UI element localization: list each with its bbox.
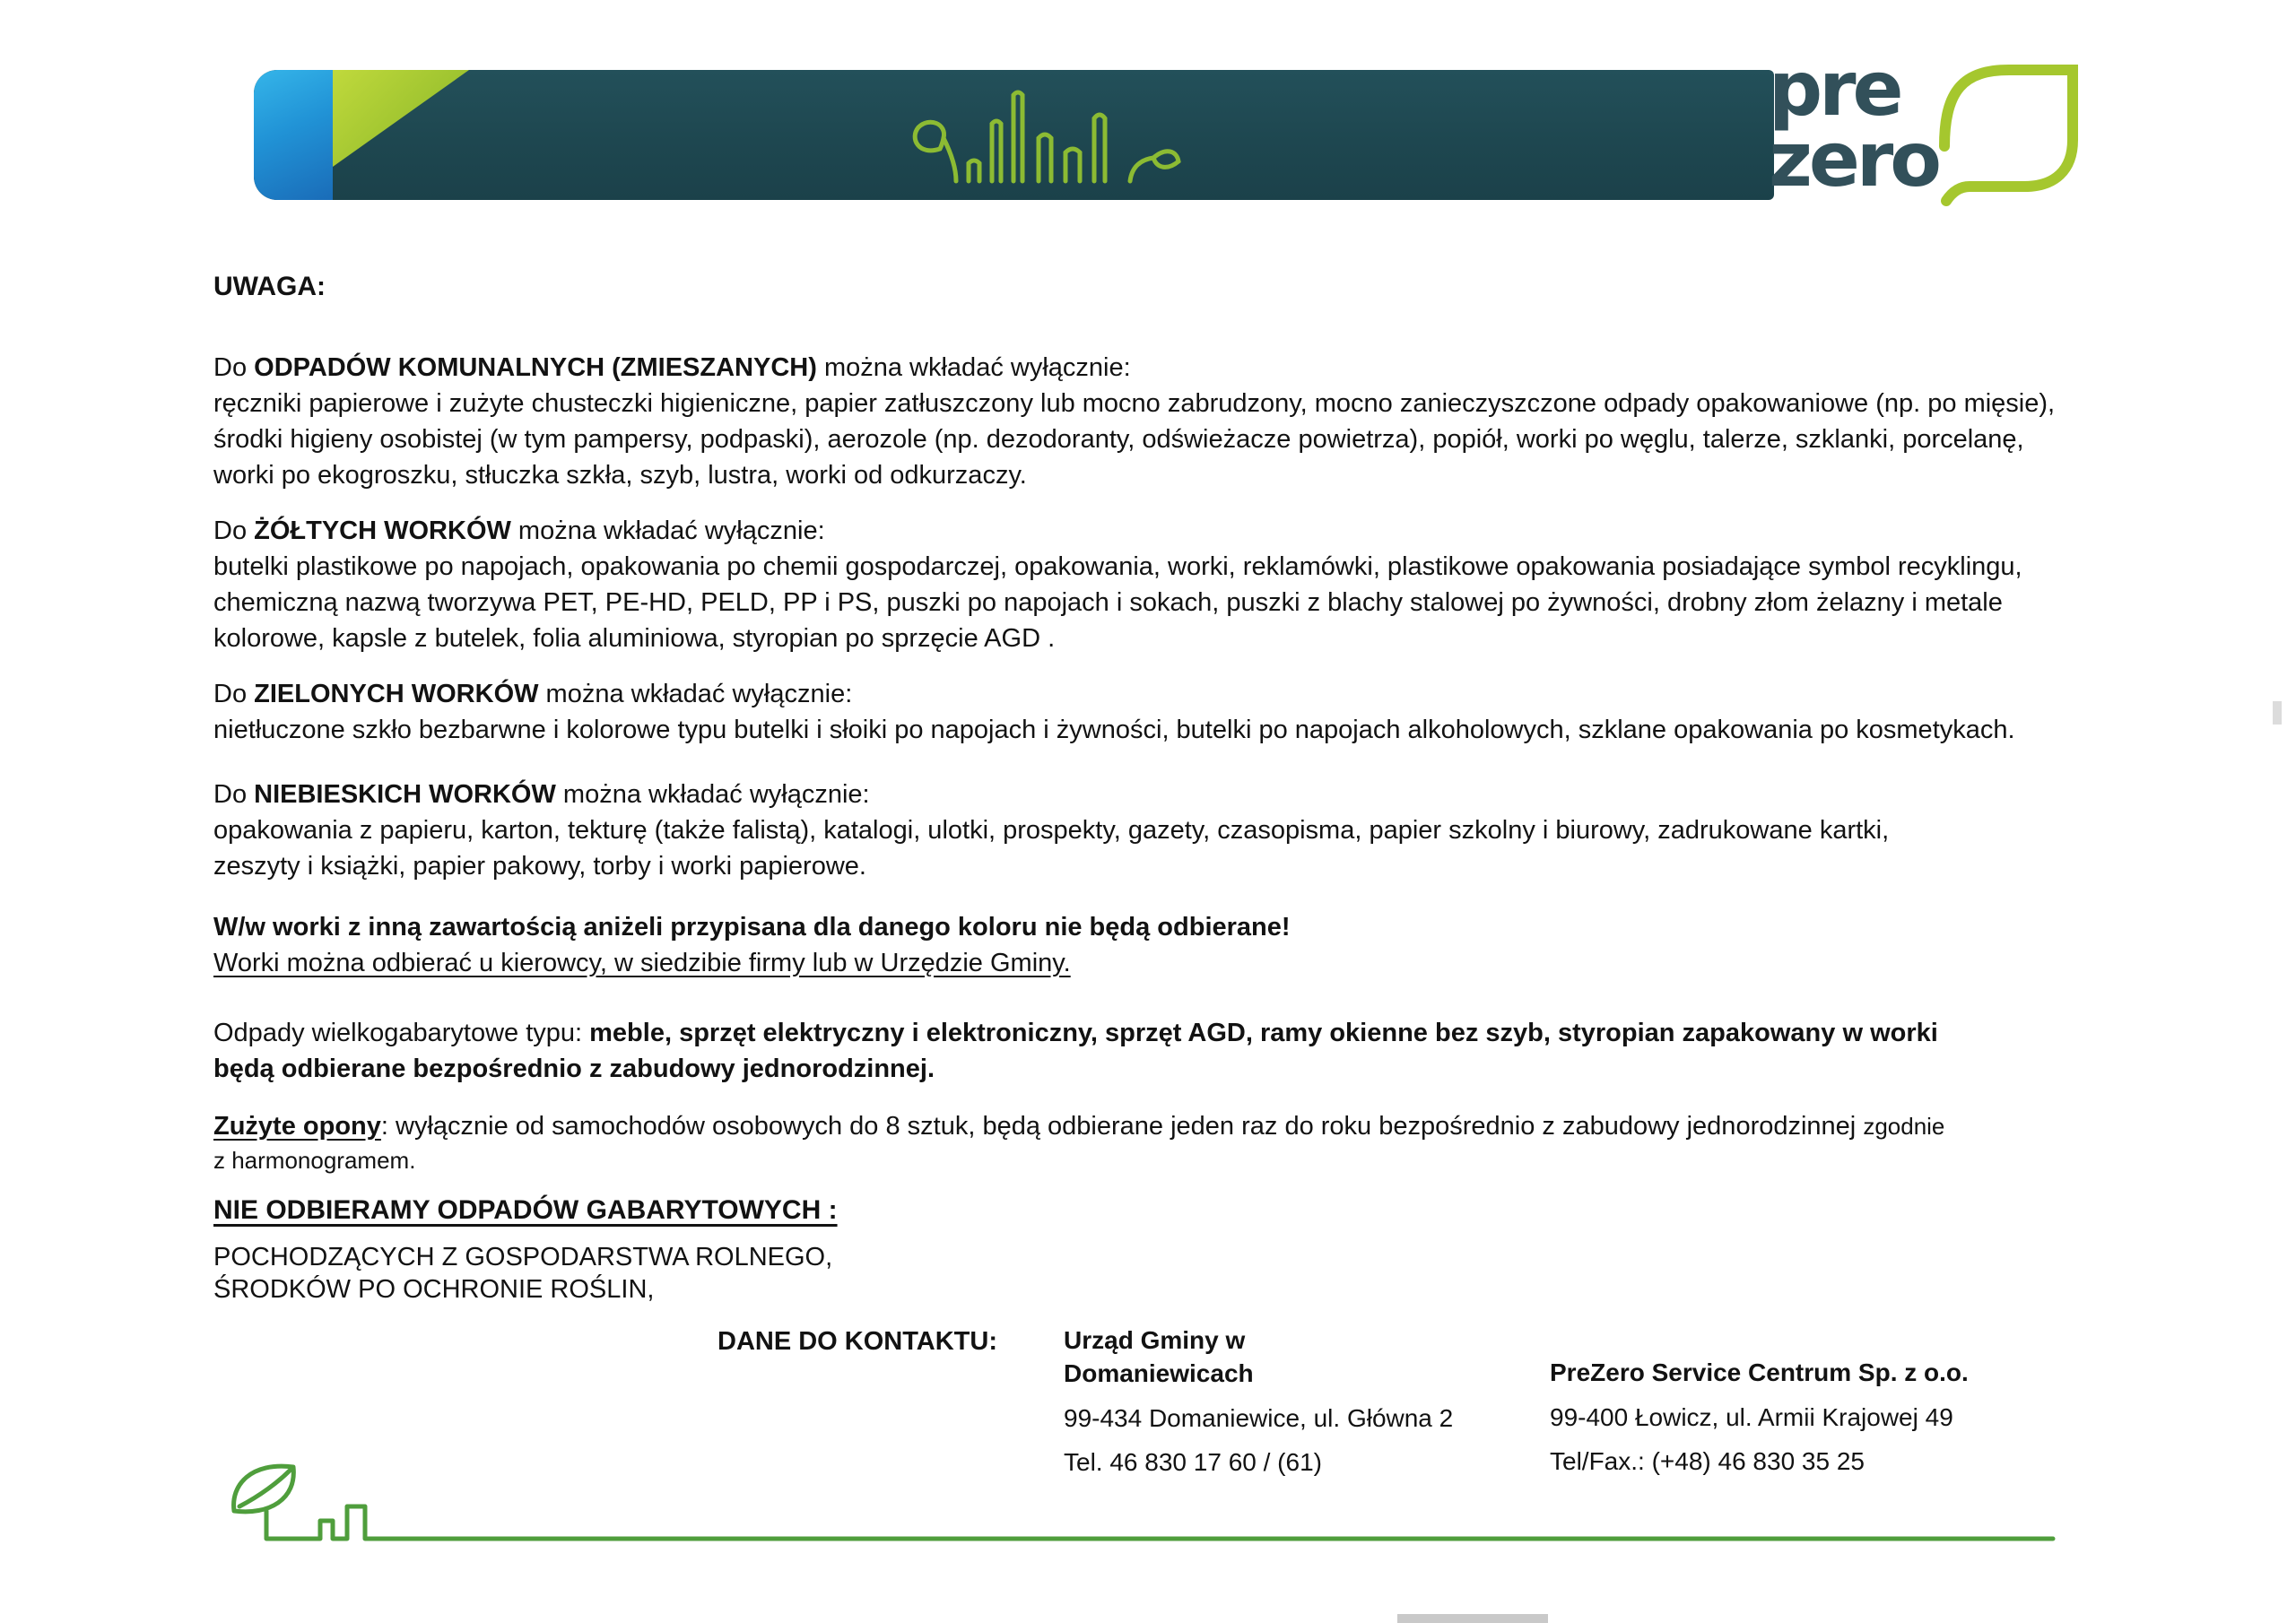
heading-prefix: Do (213, 680, 255, 708)
banner-lime-triangle (333, 70, 469, 167)
section-zolte-worki (213, 513, 2151, 656)
heading-suffix: można wkładać wyłącznie: (538, 680, 853, 708)
heading-suffix: można wkładać wyłącznie: (555, 780, 870, 809)
heading-bold: ŻÓŁTYCH WORKÓW (254, 516, 511, 545)
bulky-prefix: Odpady wielkogabarytowe typu: (213, 1019, 590, 1047)
document-body (213, 269, 2151, 1306)
heading-prefix: Do (213, 780, 255, 809)
heading-bold: NIEBIESKICH WORKÓW (254, 780, 556, 809)
scan-artifact (1397, 1614, 1548, 1623)
heading-prefix: Do (213, 353, 255, 382)
company-address: 99-400 Łowicz, ul. Armii Krajowej 49 (1550, 1403, 1953, 1431)
banner-blue-accent (254, 70, 333, 200)
tires-lead: Zużyte opony (213, 1112, 381, 1141)
no-pickup-item: POCHODZĄCYCH Z GOSPODARSTWA ROLNEGO, (213, 1243, 833, 1271)
section-niebieskie-worki (213, 777, 2151, 884)
section-heading (213, 350, 2151, 386)
no-pickup-heading: NIE ODBIERAMY ODPADÓW GABARYTOWYCH : (213, 1195, 838, 1225)
section-heading (213, 777, 2151, 812)
section-heading (213, 513, 2151, 549)
tires-small-tail: zgodnie (1863, 1113, 1945, 1140)
color-rule-notice (213, 909, 2151, 981)
section-zielone-worki (213, 676, 2151, 748)
section-body: opakowania z papieru, karton, tekturę (także falistą), katalogi, ulotki, prospekty, gazety, czasopisma, papier szkolny i biurowy, zadrukowane kartki, zeszyty i książki, papier pakowy, torby i worki papierowe. (213, 816, 1890, 881)
uwaga-heading: UWAGA: (213, 272, 326, 301)
office-name-line1: Urząd Gminy w (1064, 1326, 1246, 1354)
logo-leaf-icon (1935, 61, 2083, 209)
bulky-bold-text: meble, sprzęt elektryczny i elektroniczny, sprzęt AGD, ramy okienne bez szyb, styropian zapakowany w worki będą odbierane bezpośrednio z zabudowy jednorodzinnej. (213, 1019, 1938, 1083)
header-banner (254, 70, 1774, 200)
heading-suffix: można wkładać wyłącznie: (510, 516, 825, 545)
section-body: ręczniki papierowe i zużyte chusteczki higieniczne, papier zatłuszczony lub mocno zabrudzony, mocno zanieczyszczone odpady opakowaniowe (np. po mięsie), środki higieny osobistej (w tym pampersy, podpaski), aerozole (np. dezodoranty, odświeżacze powietrza), popiół, worki po węglu, talerze, szklanki, porcelanę, worki po ekogroszku, stłuczka szkła, szyb, lustra, worki od odkurzaczy. (213, 389, 2056, 490)
section-body: nietłuczone szkło bezbarwne i kolorowe typu butelki i słoiki po napojach i żywności, butelki po napojach alkoholowych, szklane opakowania po kosmetykach. (213, 716, 2015, 744)
company-phone: Tel/Fax.: (+48) 46 830 35 25 (1550, 1447, 1865, 1475)
tires-rest: : wyłącznie od samochodów osobowych do 8 sztuk, będą odbierane jeden raz do roku bezpośrednio z zabudowy jednorodzinnej (380, 1112, 1864, 1141)
contact-office (1064, 1324, 1453, 1479)
office-phone: Tel. 46 830 17 60 / (61) (1064, 1448, 1322, 1476)
section-odpady-komunalne (213, 350, 2151, 493)
tires-paragraph (213, 1108, 2151, 1176)
heading-prefix: Do (213, 516, 255, 545)
heading-bold: ODPADÓW KOMUNALNYCH (ZMIESZANYCH) (254, 353, 817, 382)
office-address: 99-434 Domaniewice, ul. Główna 2 (1064, 1404, 1454, 1432)
notice-bold-line: W/w worki z inną zawartością aniżeli przypisana dla danego koloru nie będą odbierane! (213, 913, 1291, 942)
heading-suffix: można wkładać wyłącznie: (816, 353, 1131, 382)
bulky-waste-paragraph (213, 1015, 2151, 1087)
logo-text-pre: pre (1769, 45, 1900, 133)
no-pickup-item: ŚRODKÓW PO OCHRONIE ROŚLIN, (213, 1275, 655, 1304)
scan-artifact (2273, 701, 2282, 725)
company-name: PreZero Service Centrum Sp. z o.o. (1550, 1358, 1969, 1386)
office-name-line2: Domaniewicach (1064, 1359, 1254, 1387)
notice-underlined-line: Worki można odbierać u kierowcy, w siedzibie firmy lub w Urzędzie Gminy. (213, 949, 1071, 977)
footer-leaf-skyline-icon (220, 1460, 2058, 1545)
logo-text-zero: zero (1769, 116, 1938, 204)
contact-label: DANE DO KONTAKTU: (718, 1327, 997, 1356)
prezero-logo (1769, 45, 1938, 204)
section-heading (213, 676, 2151, 712)
city-skyline-icon (904, 82, 1281, 190)
tires-line2: z harmonogramem. (213, 1147, 416, 1174)
tires-line1 (213, 1108, 2151, 1144)
section-body: butelki plastikowe po napojach, opakowania po chemii gospodarczej, opakowania, worki, reklamówki, plastikowe opakowania posiadające symbol recyklingu, chemiczną nazwą tworzywa PET, PE-HD, PELD, PP i PS, puszki po napojach i sokach, puszki z blachy stalowej po żywności, drobny złom żelazny i metale kolorowe, kapsle z butelek, folia aluminiowa, styropian po sprzęcie AGD . (213, 552, 2022, 653)
heading-bold: ZIELONYCH WORKÓW (254, 680, 539, 708)
